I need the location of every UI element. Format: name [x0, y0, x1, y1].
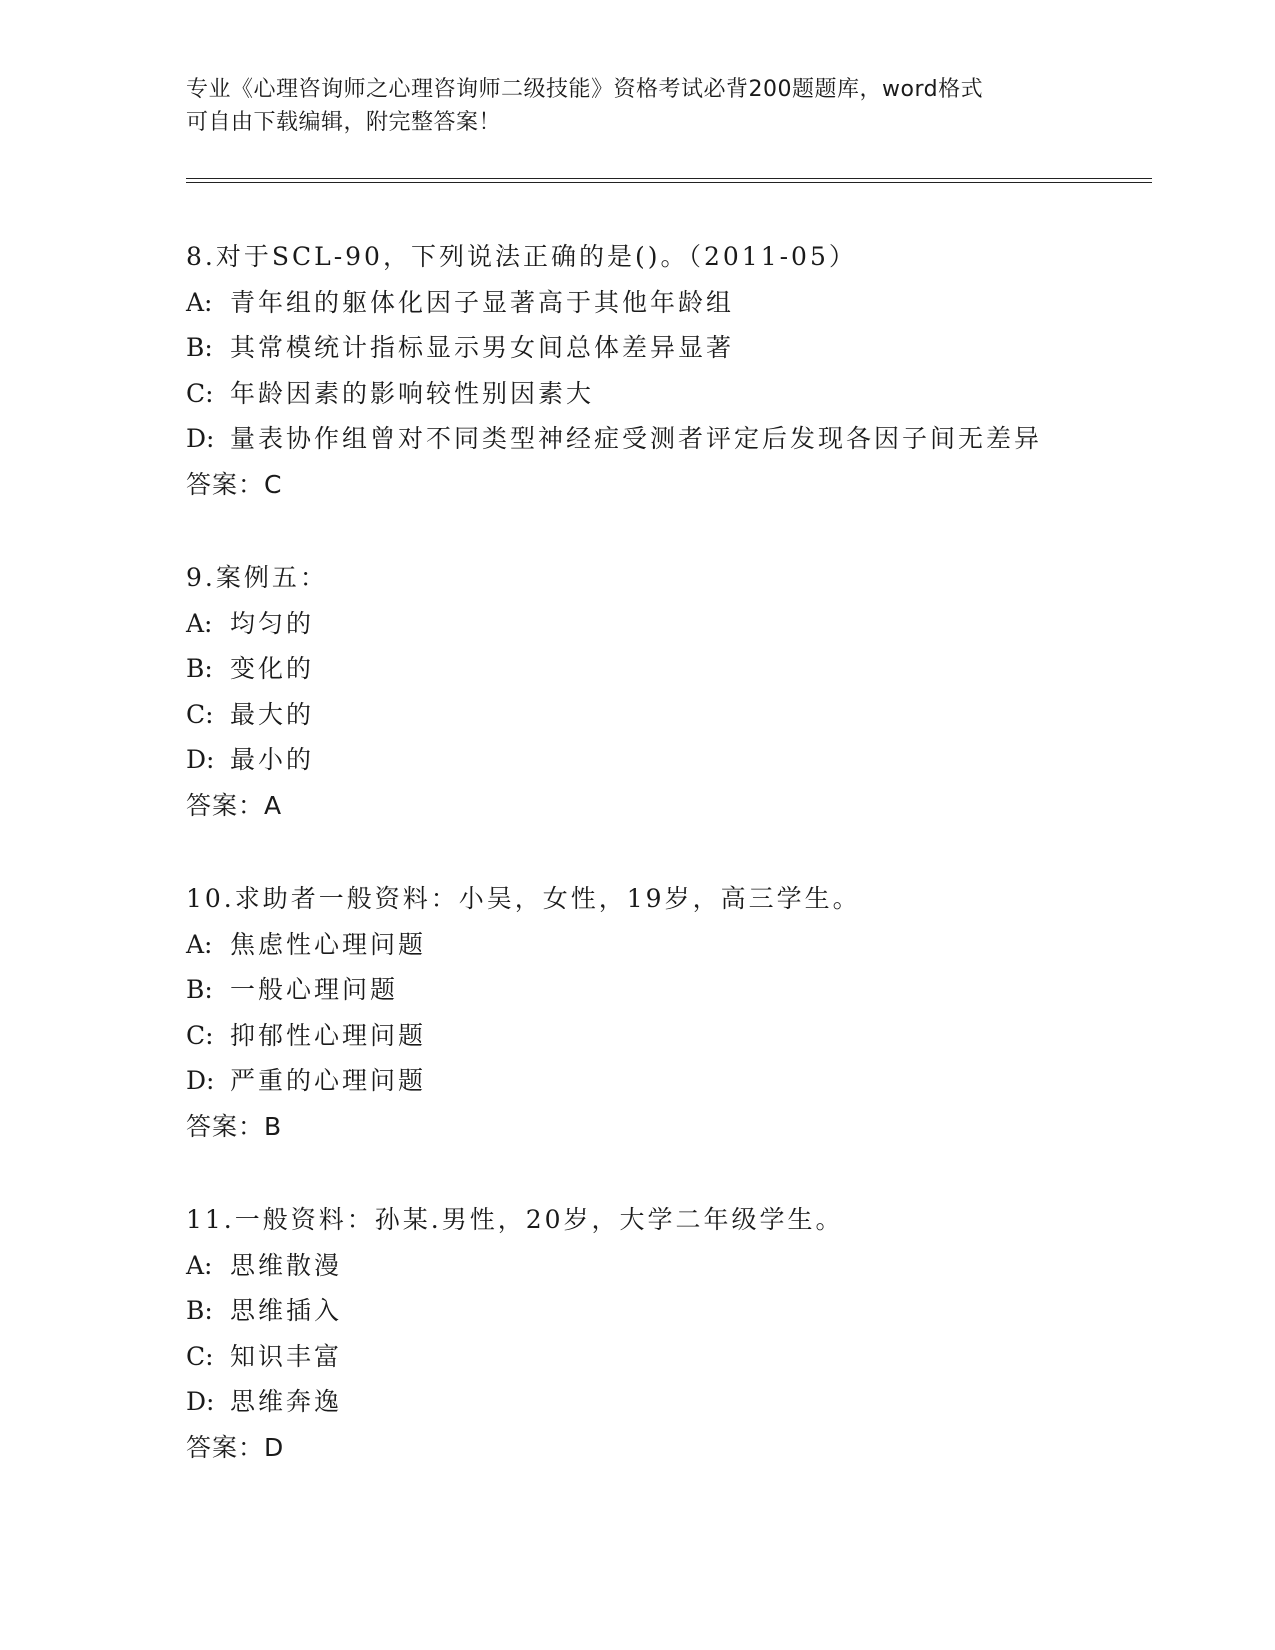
header-line-1: 专业《心理咨询师之心理咨询师二级技能》资格考试必背200题题库，word格式 — [186, 77, 984, 102]
option-c — [186, 692, 1146, 738]
option-c — [186, 1013, 1146, 1059]
option-letter: B: — [186, 654, 213, 684]
option-text: 抑郁性心理问题 — [230, 1020, 427, 1050]
option-d — [186, 1379, 1146, 1425]
option-b — [186, 646, 1146, 692]
option-text: 思维奔逸 — [230, 1387, 343, 1417]
option-letter: A: — [186, 608, 213, 638]
option-text: 焦虑性心理问题 — [230, 929, 427, 959]
question-list — [186, 234, 1146, 1518]
option-letter: A: — [186, 929, 213, 959]
option-letter: A: — [186, 1250, 213, 1280]
option-b — [186, 325, 1146, 371]
option-letter: D: — [186, 424, 215, 454]
option-d — [186, 416, 1146, 462]
option-c — [186, 1334, 1146, 1380]
option-letter: C: — [186, 378, 214, 408]
answer-line: 答案：B — [186, 1111, 283, 1141]
option-letter: A: — [186, 287, 213, 317]
option-c — [186, 371, 1146, 417]
question-stem: 9.案例五： — [186, 563, 328, 592]
option-letter: B: — [186, 1296, 213, 1326]
question-stem: 8.对于SCL-90，下列说法正确的是()。（2011-05） — [186, 242, 857, 271]
question-10 — [186, 876, 1146, 1197]
option-text: 年龄因素的影响较性别因素大 — [230, 378, 595, 408]
option-text: 其常模统计指标显示男女间总体差异显著 — [230, 333, 735, 363]
header-rule-top — [186, 178, 1152, 179]
option-text: 最大的 — [230, 699, 315, 729]
option-text: 严重的心理问题 — [230, 1066, 427, 1096]
option-letter: D: — [186, 745, 215, 775]
question-stem: 11.一般资料：孙某.男性，20岁，大学二年级学生。 — [186, 1205, 844, 1234]
option-a — [186, 922, 1146, 968]
option-text: 青年组的躯体化因子显著高于其他年龄组 — [230, 287, 735, 317]
option-text: 思维散漫 — [230, 1250, 343, 1280]
option-letter: B: — [186, 333, 213, 363]
answer-line: 答案：C — [186, 469, 283, 499]
answer-line: 答案：A — [186, 790, 283, 820]
option-text: 均匀的 — [230, 608, 315, 638]
option-a — [186, 280, 1146, 326]
option-b — [186, 1288, 1146, 1334]
question-11 — [186, 1197, 1146, 1518]
option-d — [186, 1058, 1146, 1104]
option-text: 一般心理问题 — [230, 975, 399, 1005]
option-a — [186, 1243, 1146, 1289]
question-8 — [186, 234, 1146, 555]
option-text: 最小的 — [230, 745, 315, 775]
option-text: 知识丰富 — [230, 1341, 343, 1371]
option-text: 思维插入 — [230, 1296, 343, 1326]
option-text: 量表协作组曾对不同类型神经症受测者评定后发现各因子间无差异 — [230, 424, 1043, 454]
option-letter: D: — [186, 1066, 215, 1096]
answer-line: 答案：D — [186, 1432, 285, 1462]
option-letter: D: — [186, 1387, 215, 1417]
question-stem: 10.求助者一般资料：小吴，女性，19岁，高三学生。 — [186, 884, 861, 913]
option-letter: B: — [186, 975, 213, 1005]
option-text: 变化的 — [230, 654, 315, 684]
question-9 — [186, 555, 1146, 876]
option-d — [186, 737, 1146, 783]
option-letter: C: — [186, 699, 214, 729]
header-rule-bottom — [186, 182, 1152, 183]
option-letter: C: — [186, 1341, 214, 1371]
option-b — [186, 967, 1146, 1013]
option-letter: C: — [186, 1020, 214, 1050]
header-line-2: 可自由下载编辑，附完整答案！ — [186, 110, 502, 135]
document-header — [186, 73, 1086, 139]
option-a — [186, 601, 1146, 647]
